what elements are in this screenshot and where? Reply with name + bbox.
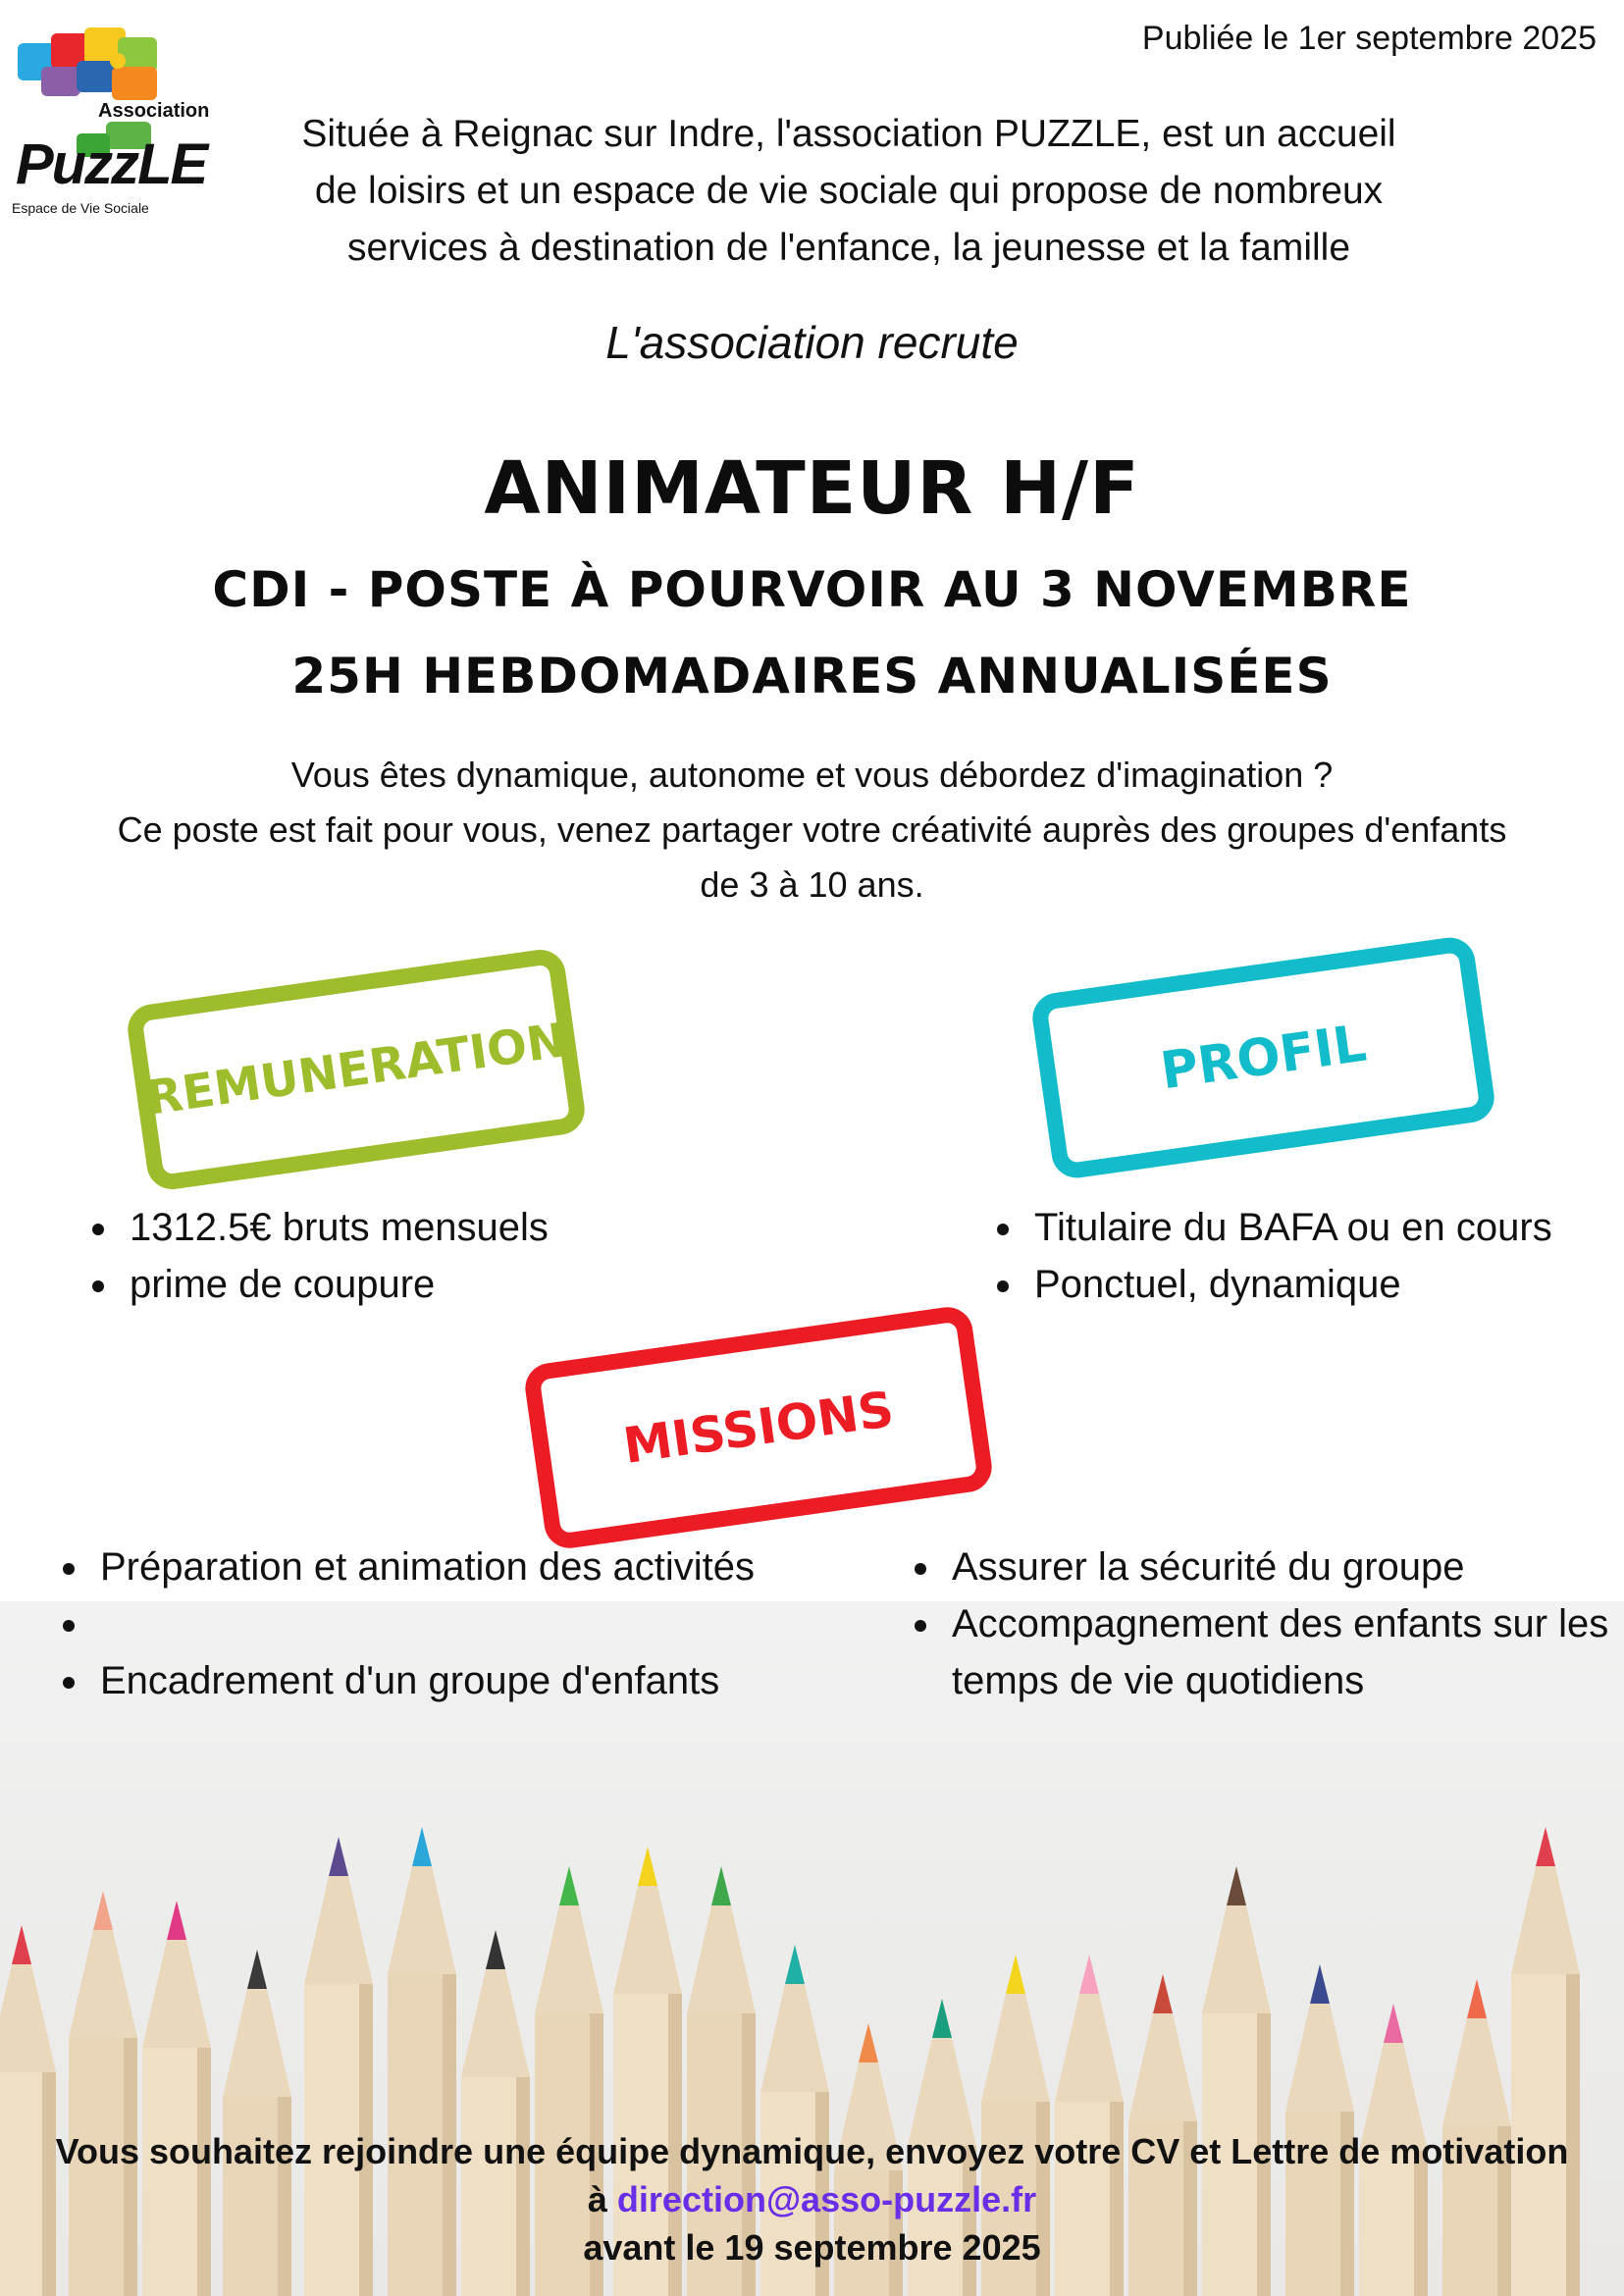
pitch-paragraph: [0, 748, 1624, 913]
pitch-line: Ce poste est fait pour vous, venez partager votre créativité auprès des groupes d'enfants: [117, 809, 1507, 850]
profil-stamp: PROFIL: [1029, 934, 1497, 1180]
intro-paragraph: [236, 106, 1462, 277]
remuneration-stamp: REMUNERATION: [125, 947, 588, 1193]
remuneration-list: [79, 1199, 549, 1313]
application-footer: [0, 2127, 1624, 2271]
intro-line: services à destination de l'enfance, la jeunesse et la famille: [346, 227, 1351, 269]
list-item: • 1312.5€ bruts mensuels: [122, 1199, 549, 1256]
footer-email-line: [0, 2175, 1624, 2223]
list-item: • Encadrement d'un groupe d'enfants: [92, 1652, 755, 1709]
job-title: ANIMATEUR H/F: [484, 446, 1140, 531]
missions-list-left: [49, 1539, 755, 1709]
footer-line: Vous souhaitez rejoindre une équipe dynamique, envoyez votre CV et Lettre de motivation: [55, 2131, 1569, 2171]
list-item: • Préparation et animation des activités: [92, 1539, 755, 1595]
list-item: [92, 1595, 755, 1652]
list-item: • Titulaire du BAFA ou en cours: [1026, 1199, 1552, 1256]
publication-date: Publiée le 1er septembre 2025: [1141, 20, 1597, 57]
hours-title: 25H HEBDOMADAIRES ANNUALISÉES: [291, 648, 1333, 704]
logo-name: PuzzLE: [16, 132, 207, 196]
pitch-line: Vous êtes dynamique, autonome et vous débordez d'imagination ?: [290, 755, 1334, 795]
list-item: • prime de coupure: [122, 1256, 549, 1313]
logo-tagline: Espace de Vie Sociale: [12, 200, 149, 216]
list-item: • Assurer la sécurité du groupe: [944, 1539, 1624, 1595]
pitch-line: de 3 à 10 ans.: [700, 864, 924, 905]
footer-line: avant le 19 septembre 2025: [583, 2227, 1041, 2268]
list-item: • Accompagnement des enfants sur les temps de vie quotidiens: [944, 1595, 1624, 1709]
intro-line: Située à Reignac sur Indre, l'association PUZZLE, est un accueil: [301, 113, 1396, 155]
footer-prefix: à: [587, 2179, 617, 2219]
recruiting-heading: L'association recrute: [605, 317, 1019, 368]
puzzle-logo: [8, 16, 210, 222]
logo-association-text: Association: [98, 100, 210, 122]
email-link[interactable]: direction@asso-puzzle.fr: [616, 2179, 1037, 2219]
profil-list: [983, 1199, 1552, 1313]
missions-stamp: MISSIONS: [522, 1304, 995, 1551]
list-item: • Ponctuel, dynamique: [1026, 1256, 1552, 1313]
intro-line: de loisirs et un espace de vie sociale qui propose de nombreux: [314, 170, 1384, 212]
contract-title: CDI - POSTE À POURVOIR AU 3 NOVEMBRE: [212, 561, 1412, 618]
missions-list-right: [901, 1539, 1624, 1709]
